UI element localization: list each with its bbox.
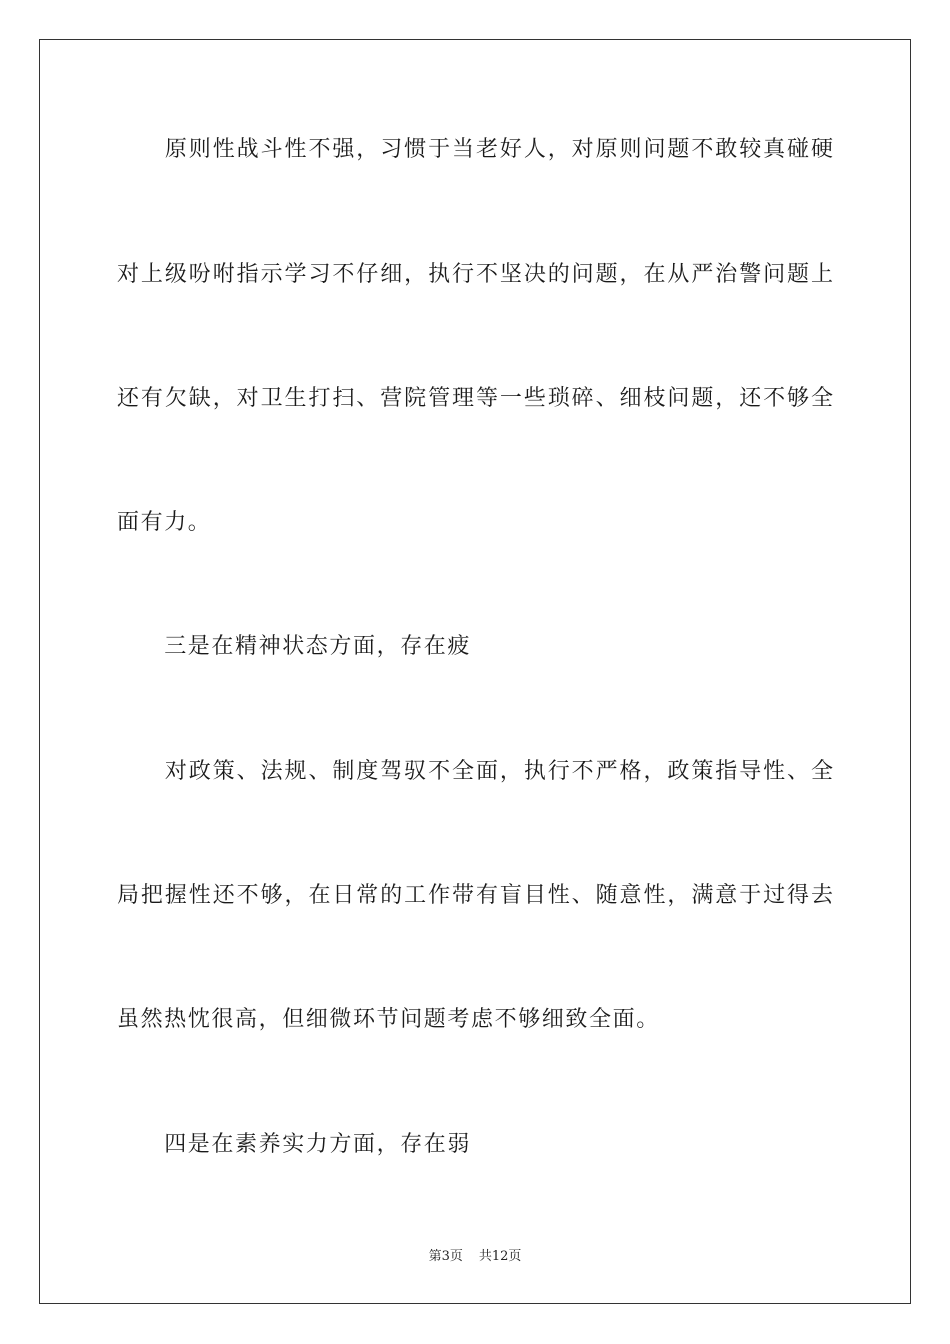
- page-footer: [0, 1248, 950, 1266]
- page-number: 第3页: [428, 1249, 463, 1264]
- total-pages: 共12页: [478, 1249, 522, 1264]
- page-border: [39, 39, 911, 1304]
- paragraph-line: 面有力。: [117, 510, 212, 535]
- paragraph-line: 原则性战斗性不强，习惯于当老好人，对原则问题不敢较真碰硬: [117, 137, 833, 162]
- paragraph-line: 局把握性还不够，在日常的工作带有盲目性、随意性，满意于过得去: [117, 883, 833, 908]
- paragraph-line: 虽然热忱很高，但细微环节问题考虑不够细致全面。: [117, 1007, 660, 1032]
- section-heading-line: 四是在素养实力方面，存在弱: [117, 1132, 472, 1157]
- paragraph-line: 对政策、法规、制度驾驭不全面，执行不严格，政策指导性、全: [117, 759, 833, 784]
- section-heading-line: 三是在精神状态方面，存在疲: [117, 634, 472, 659]
- paragraph-line: 还有欠缺，对卫生打扫、营院管理等一些琐碎、细枝问题，还不够全: [117, 386, 833, 411]
- paragraph-line: 对上级吩咐指示学习不仔细，执行不坚决的问题，在从严治警问题上: [117, 262, 833, 287]
